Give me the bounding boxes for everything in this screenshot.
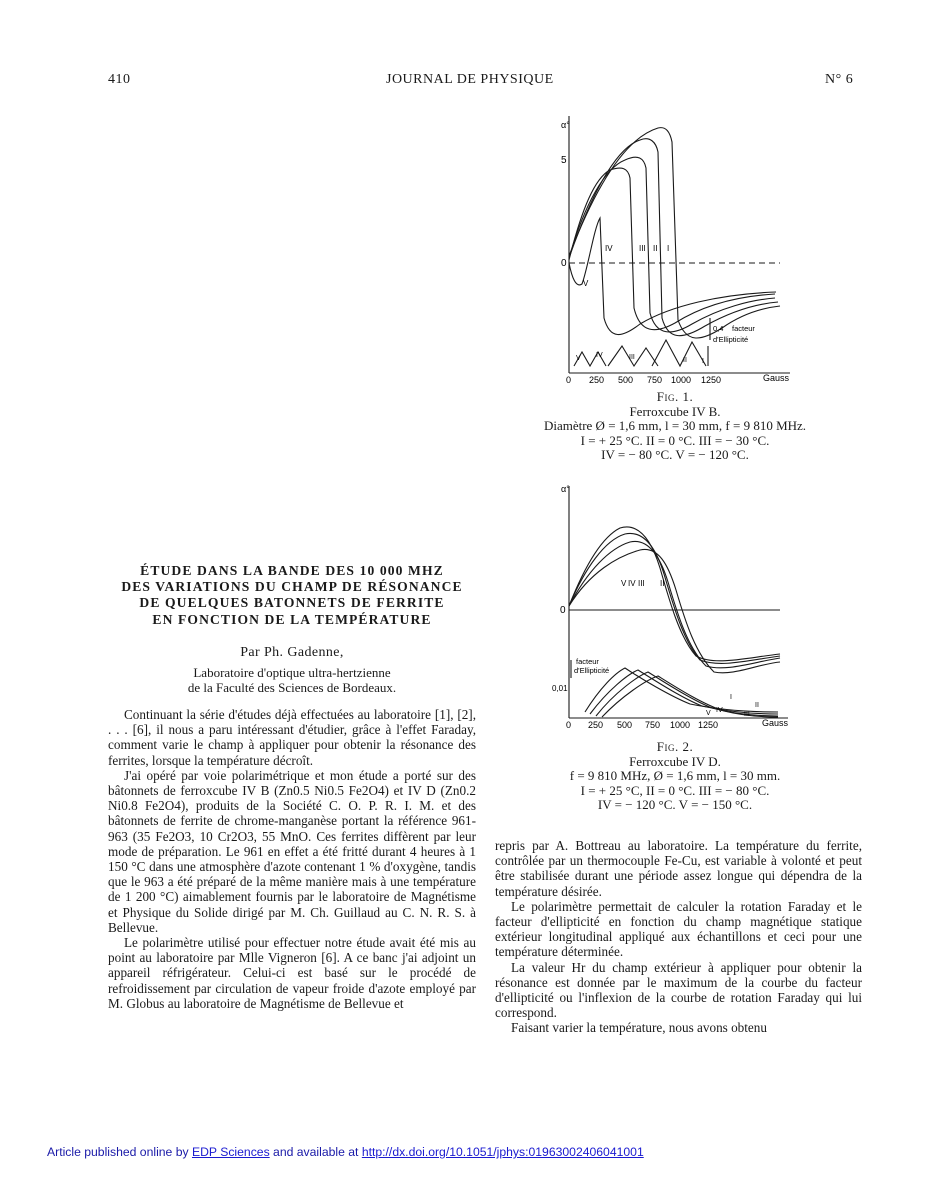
right-column [495, 838, 862, 1036]
fig2-x-tick-0: 0 [566, 720, 572, 730]
fig2-scale-label-1: facteur [576, 657, 599, 666]
title-line-1: ÉTUDE DANS LA BANDE DES 10 000 MHZ [140, 563, 444, 578]
fig2-ell-label-5: V [706, 710, 711, 717]
figure-1-caption [505, 390, 845, 463]
paragraph-4: repris par A. Bottreau au laboratoire. La température du ferrite, contrôlée par un thermocouple Fe-Cu, est variable à volonté et peut être stabilisée durant une période assez longue qui dépendra de la température désirée. [495, 838, 862, 899]
fig2-caption-title: Ferroxcube IV D. [629, 753, 721, 769]
publisher-footer [47, 1145, 644, 1159]
paragraph-2: J'ai opéré par voie polarimétrique et mon étude a porté sur des bâtonnets de ferroxcube IV B (Zn0.5 Ni0.5 Fe2O4) et IV D (Zn0.2 Ni0.8 Fe2O4), produits de la Société C. O. P. R. I. M. et des bâtonnets de ferrite de chrome-manganèse portant la référence 961-963 (35 Fe2O3, 10 Cr2O3, 55 MnO. Ces ferrites diffèrent par leur mode de préparation. Le 961 en effet a été fritté durant 4 heures à 1 150 °C dans une atmosphère d'azote contenant 1 % d'oxygène, tandis que le 963 a été préparé de la même manière mais à une température de 1 200 °C) aimablement fournis par le laboratoire de Magnétisme et Physique du Solide dirigé par M. Ch. Guillaud au C. N. R. S. à Bellevue. [108, 767, 476, 935]
fig1-scale-label-1: facteur [732, 324, 755, 333]
fig1-caption-line3: IV = − 80 °C. V = − 120 °C. [601, 447, 749, 462]
fig1-ell-label-5: V [576, 355, 581, 362]
title-line-2: DES VARIATIONS DU CHAMP DE RÉSONANCE [121, 579, 463, 595]
fig2-x-unit: Gauss [762, 718, 789, 728]
fig1-x-tick-0: 0 [566, 375, 572, 385]
fig1-caption-line1: Diamètre Ø = 1,6 mm, l = 30 mm, f = 9 810 MHz. [543, 418, 807, 433]
figure-2-caption [505, 740, 845, 813]
fig1-caption-line2: I = + 25 °C. II = 0 °C. III = − 30 °C. [580, 432, 770, 448]
fig2-scale-value: 0,01 [552, 684, 568, 693]
fig1-caption-number: Fig. 1. [656, 389, 694, 404]
fig1-curve-label-5: V [583, 279, 589, 288]
fig2-x-tick-250: 250 [588, 720, 604, 730]
fig1-curve-label-4: IV [605, 244, 613, 253]
fig1-curve-label-1: I [667, 244, 670, 253]
issue-number: N° 6 [825, 72, 854, 87]
fig1-curve-label-3: III [639, 244, 646, 253]
article-title [108, 563, 476, 628]
fig2-caption-line1: f = 9 810 MHz, Ø = 1,6 mm, l = 30 mm. [569, 768, 781, 783]
fig1-x-tick-1000: 1000 [671, 375, 692, 385]
fig1-ell-label-3: III [629, 354, 635, 361]
fig2-curve-label-3: III [638, 579, 645, 588]
title-line-3: DE QUELQUES BATONNETS DE FERRITE [139, 595, 445, 611]
fig2-y-label: α° [561, 484, 570, 494]
fig1-x-tick-500: 500 [618, 375, 634, 385]
fig2-ell-label-1: I [730, 694, 732, 701]
fig1-y-tick-0: 0 [561, 258, 567, 269]
fig2-ell-label-2: II [755, 702, 759, 709]
affiliation-line-2: de la Faculté des Sciences de Bordeaux. [187, 679, 397, 695]
fig2-caption-line3: IV = − 120 °C. V = − 150 °C. [597, 797, 753, 812]
page-number: 410 [108, 72, 131, 87]
paragraph-6: La valeur Hr du champ extérieur à appliquer pour obtenir la résonance est donnée par le maximum de la courbe du facteur d'ellipticité ou l'inflexion de la courbe de rotation Faraday qui lui correspond. [495, 959, 862, 1021]
fig1-scale-value: 0,4 [713, 324, 724, 333]
fig1-x-tick-1250: 1250 [701, 375, 722, 385]
fig2-scale-label-2: d'Ellipticité [574, 666, 610, 675]
affiliation-line-1: Laboratoire d'optique ultra-hertzienne [193, 665, 391, 680]
fig2-y-tick-0: 0 [560, 605, 566, 616]
fig2-x-tick-750: 750 [645, 720, 661, 730]
fig2-x-tick-1000: 1000 [670, 720, 691, 730]
edp-sciences-link[interactable]: EDP Sciences [191, 1145, 270, 1159]
fig1-curve-label-2: II [653, 244, 658, 253]
fig1-ell-label-2: II [683, 357, 687, 364]
title-line-4: EN FONCTION DE LA TEMPÉRATURE [152, 611, 432, 627]
fig1-ell-label-1: I [702, 358, 704, 365]
fig1-caption-title: Ferroxcube IV B. [629, 403, 721, 419]
fig1-y-label: α° [561, 120, 570, 130]
fig1-ell-label-4: IV [596, 352, 603, 359]
affiliation [108, 666, 476, 695]
fig1-x-tick-250: 250 [589, 375, 605, 385]
figure-1 [530, 108, 820, 388]
left-column [108, 707, 476, 1011]
fig2-ell-label-4: IV [716, 707, 723, 714]
figure-2 [530, 478, 820, 738]
paragraph-7: Faisant varier la température, nous avons obtenu [511, 1020, 767, 1036]
fig2-x-tick-500: 500 [617, 720, 633, 730]
fig2-x-tick-1250: 1250 [698, 720, 719, 730]
journal-title: JOURNAL DE PHYSIQUE [386, 72, 554, 87]
fig2-caption-line2: I = + 25 °C, II = 0 °C. III = − 80 °C. [580, 782, 770, 798]
paragraph-1: Continuant la série d'études déjà effectuées au laboratoire [1], [2], . . . [6], il nous a paru intéressant d'étudier, grâce à l'effet Faraday, comment varie le champ à appliquer pour obtenir la résonance des ferrites, lorsque la température décroît. [108, 707, 476, 768]
fig1-scale-label-2: d'Ellipticité [713, 335, 749, 344]
doi-link[interactable]: http://dx.doi.org/10.1051/jphys:01963002406041001 [361, 1145, 644, 1159]
fig2-curve-label-5: V [621, 579, 627, 588]
fig1-x-tick-750: 750 [647, 375, 663, 385]
footer-middle: and available at [269, 1145, 362, 1159]
fig2-curve-label-2: II [660, 579, 665, 588]
fig1-x-unit: Gauss [763, 373, 790, 383]
footer-prefix: Article published online by [47, 1145, 192, 1159]
fig2-ell-label-3: III [744, 711, 750, 718]
fig1-y-tick-5: 5 [561, 155, 567, 166]
paragraph-3: Le polarimètre utilisé pour effectuer notre étude avait été mis au point au laboratoire par Mlle Vigneron [6]. A ce banc j'ai adjoint un appareil réfrigérateur. Celui-ci est basé sur le procédé de refroidissement par circulation de vapeur froide d'azote employé par M. Globus au laboratoire de Magnétisme de Bellevue et [108, 935, 476, 1011]
fig2-caption-number: Fig. 2. [656, 739, 694, 754]
paragraph-5: Le polarimètre permettait de calculer la rotation Faraday et le facteur d'ellipticité en fonction du champ magnétique statique extérieur longitudinal appliqué aux échantillons et ceci pour une température déterminée. [495, 898, 862, 960]
fig2-curve-label-4: IV [628, 579, 636, 588]
author: Par Ph. Gadenne, [240, 645, 344, 660]
